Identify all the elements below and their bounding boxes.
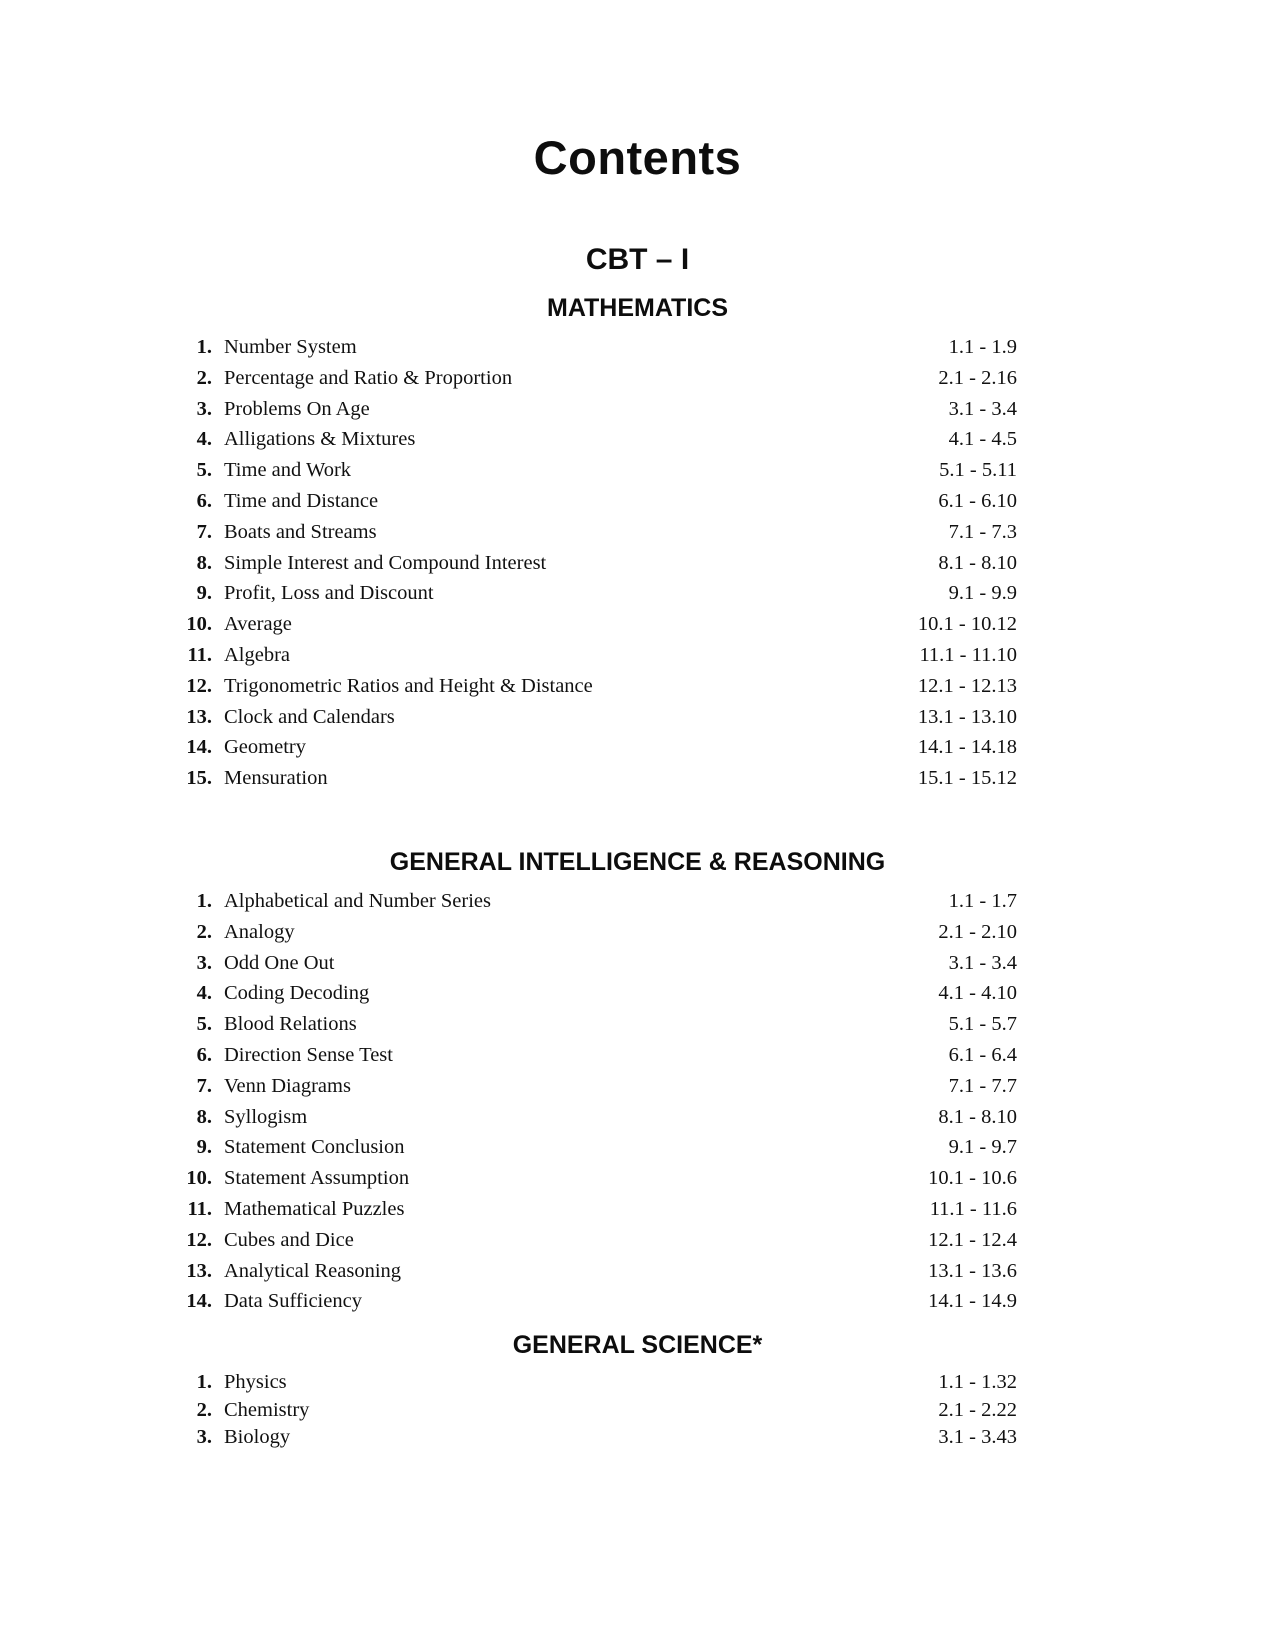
toc-row — [158, 1075, 1017, 1106]
toc-item-title: Algebra — [224, 643, 291, 666]
toc-item-number: 9. — [196, 1136, 212, 1159]
toc-item-number: 6. — [196, 1043, 212, 1066]
toc-item-title: Trigonometric Ratios and Height & Distance — [224, 674, 593, 697]
toc-item-number: 14. — [186, 1290, 212, 1313]
toc-item-pages: 11.1 - 11.6 — [929, 1197, 1017, 1220]
toc-item-pages: 6.1 - 6.10 — [938, 489, 1017, 512]
toc-item-title: Odd One Out — [224, 951, 335, 974]
toc-item-pages: 14.1 - 14.9 — [928, 1290, 1017, 1313]
toc-item-title: Alphabetical and Number Series — [224, 889, 491, 912]
toc-item-pages: 5.1 - 5.11 — [939, 459, 1017, 482]
toc-item-number: 12. — [186, 1228, 212, 1251]
toc-item-pages: 9.1 - 9.7 — [948, 1136, 1017, 1159]
toc-item-number: 6. — [196, 489, 212, 512]
toc-row — [158, 1013, 1017, 1044]
toc-row — [158, 1290, 1017, 1321]
toc-item-number: 2. — [196, 366, 212, 389]
toc-item-title: Boats and Streams — [224, 520, 377, 543]
page-title: Contents — [533, 131, 742, 184]
toc-row — [158, 336, 1017, 367]
toc-item-number: 10. — [186, 613, 212, 636]
toc-item-pages: 9.1 - 9.9 — [948, 582, 1017, 605]
toc-row — [158, 675, 1017, 706]
toc-item-number: 9. — [196, 582, 212, 605]
toc-item-number: 7. — [196, 1074, 212, 1097]
toc-row — [158, 1229, 1017, 1260]
toc-row — [158, 552, 1017, 583]
toc-row — [158, 490, 1017, 521]
toc-item-number: 8. — [196, 551, 212, 574]
toc-item-pages: 15.1 - 15.12 — [917, 767, 1017, 790]
toc-item-number: 1. — [196, 1371, 212, 1394]
toc-item-title: Alligations & Mixtures — [224, 428, 416, 451]
toc-item-number: 5. — [196, 459, 212, 482]
toc-row — [158, 982, 1017, 1013]
toc-item-pages: 5.1 - 5.7 — [948, 1013, 1017, 1036]
toc-item-title: Average — [224, 613, 292, 636]
toc-item-title: Time and Distance — [224, 489, 379, 512]
toc-row — [158, 613, 1017, 644]
part-heading: CBT – I — [585, 243, 690, 276]
toc-item-title: Problems On Age — [224, 397, 370, 420]
toc-item-number: 13. — [186, 705, 212, 728]
toc-item-title: Statement Conclusion — [224, 1136, 405, 1159]
toc-item-title: Syllogism — [224, 1105, 308, 1128]
toc-item-title: Statement Assumption — [224, 1167, 410, 1190]
toc-item-pages: 13.1 - 13.10 — [917, 705, 1017, 728]
toc-item-title: Geometry — [224, 736, 306, 759]
toc-item-pages: 2.1 - 2.16 — [938, 366, 1017, 389]
toc-row — [158, 1198, 1017, 1229]
toc-item-number: 12. — [186, 674, 212, 697]
toc-item-title: Blood Relations — [224, 1013, 357, 1036]
toc-row — [158, 921, 1017, 952]
toc-section — [0, 1331, 1275, 1454]
toc-item-title: Mathematical Puzzles — [224, 1197, 405, 1220]
toc-item-pages: 13.1 - 13.6 — [928, 1259, 1017, 1282]
toc-item-title: Biology — [224, 1426, 291, 1449]
toc-item-pages: 6.1 - 6.4 — [948, 1043, 1017, 1066]
toc-row — [158, 398, 1017, 429]
toc-item-pages: 2.1 - 2.22 — [938, 1398, 1017, 1421]
toc-row — [158, 1371, 1017, 1399]
toc-item-pages: 8.1 - 8.10 — [938, 1105, 1017, 1128]
toc-list — [0, 1371, 1275, 1454]
toc-item-pages: 4.1 - 4.10 — [938, 982, 1017, 1005]
toc-sections — [0, 294, 1275, 1454]
toc-item-number: 14. — [186, 736, 212, 759]
toc-row — [158, 367, 1017, 398]
toc-item-number: 3. — [196, 951, 212, 974]
toc-row — [158, 428, 1017, 459]
toc-item-number: 1. — [196, 889, 212, 912]
toc-row — [158, 521, 1017, 552]
toc-item-title: Chemistry — [224, 1398, 310, 1421]
toc-row — [158, 582, 1017, 613]
toc-row — [158, 1106, 1017, 1137]
toc-item-title: Analytical Reasoning — [224, 1259, 402, 1282]
toc-item-title: Direction Sense Test — [224, 1043, 393, 1066]
toc-item-number: 1. — [196, 336, 212, 358]
toc-item-number: 2. — [196, 1398, 212, 1421]
toc-row — [158, 1260, 1017, 1291]
toc-item-number: 10. — [186, 1167, 212, 1190]
toc-item-pages: 12.1 - 12.13 — [917, 674, 1017, 697]
toc-row — [158, 767, 1017, 798]
toc-item-number: 15. — [186, 767, 212, 790]
toc-item-number: 7. — [196, 520, 212, 543]
toc-item-pages: 7.1 - 7.3 — [948, 520, 1017, 543]
toc-item-pages: 12.1 - 12.4 — [928, 1228, 1017, 1251]
toc-row — [158, 1399, 1017, 1427]
toc-row — [158, 1136, 1017, 1167]
toc-item-title: Simple Interest and Compound Interest — [224, 551, 547, 574]
toc-item-pages: 7.1 - 7.7 — [948, 1074, 1017, 1097]
toc-item-number: 3. — [196, 1426, 212, 1449]
toc-item-pages: 1.1 - 1.7 — [948, 889, 1017, 912]
section-heading: GENERAL INTELLIGENCE & REASONING — [389, 847, 886, 876]
toc-item-number: 11. — [187, 1197, 212, 1220]
toc-item-title: Venn Diagrams — [224, 1074, 351, 1097]
toc-item-number: 5. — [196, 1013, 212, 1036]
toc-item-number: 4. — [196, 982, 212, 1005]
toc-row — [158, 1426, 1017, 1454]
toc-item-number: 8. — [196, 1105, 212, 1128]
toc-row — [158, 736, 1017, 767]
toc-item-number: 3. — [196, 397, 212, 420]
toc-item-pages: 8.1 - 8.10 — [938, 551, 1017, 574]
toc-item-pages: 3.1 - 3.43 — [938, 1426, 1017, 1449]
toc-row — [158, 952, 1017, 983]
toc-item-pages: 10.1 - 10.12 — [917, 613, 1017, 636]
toc-item-pages: 1.1 - 1.9 — [948, 336, 1017, 358]
toc-item-pages: 4.1 - 4.5 — [948, 428, 1017, 451]
toc-section — [0, 294, 1275, 798]
toc-item-title: Clock and Calendars — [224, 705, 395, 728]
toc-item-title: Coding Decoding — [224, 982, 370, 1005]
toc-row — [158, 644, 1017, 675]
toc-item-title: Mensuration — [224, 767, 328, 790]
toc-item-title: Data Sufficiency — [224, 1290, 362, 1313]
toc-item-title: Physics — [224, 1371, 287, 1394]
toc-item-pages: 14.1 - 14.18 — [917, 736, 1017, 759]
toc-item-title: Time and Work — [224, 459, 352, 482]
toc-row — [158, 706, 1017, 737]
section-heading: MATHEMATICS — [547, 294, 728, 322]
toc-row — [158, 1167, 1017, 1198]
toc-item-title: Percentage and Ratio & Proportion — [224, 366, 513, 389]
toc-item-number: 4. — [196, 428, 212, 451]
toc-item-pages: 3.1 - 3.4 — [948, 951, 1017, 974]
section-heading: GENERAL SCIENCE* — [512, 1331, 763, 1360]
toc-list — [0, 890, 1275, 1321]
toc-row — [158, 890, 1017, 921]
toc-item-title: Number System — [224, 336, 357, 358]
toc-item-number: 13. — [186, 1259, 212, 1282]
toc-item-pages: 10.1 - 10.6 — [928, 1167, 1017, 1190]
toc-item-number: 11. — [187, 643, 212, 666]
toc-item-pages: 3.1 - 3.4 — [948, 397, 1017, 420]
toc-row — [158, 1044, 1017, 1075]
toc-item-title: Cubes and Dice — [224, 1228, 354, 1251]
toc-list — [0, 336, 1275, 798]
toc-item-pages: 11.1 - 11.10 — [919, 643, 1017, 666]
toc-item-pages: 1.1 - 1.32 — [938, 1371, 1017, 1394]
toc-row — [158, 459, 1017, 490]
toc-item-title: Profit, Loss and Discount — [224, 582, 434, 605]
toc-section — [0, 848, 1275, 1321]
toc-item-title: Analogy — [224, 920, 295, 943]
toc-item-pages: 2.1 - 2.10 — [938, 920, 1017, 943]
toc-item-number: 2. — [196, 920, 212, 943]
